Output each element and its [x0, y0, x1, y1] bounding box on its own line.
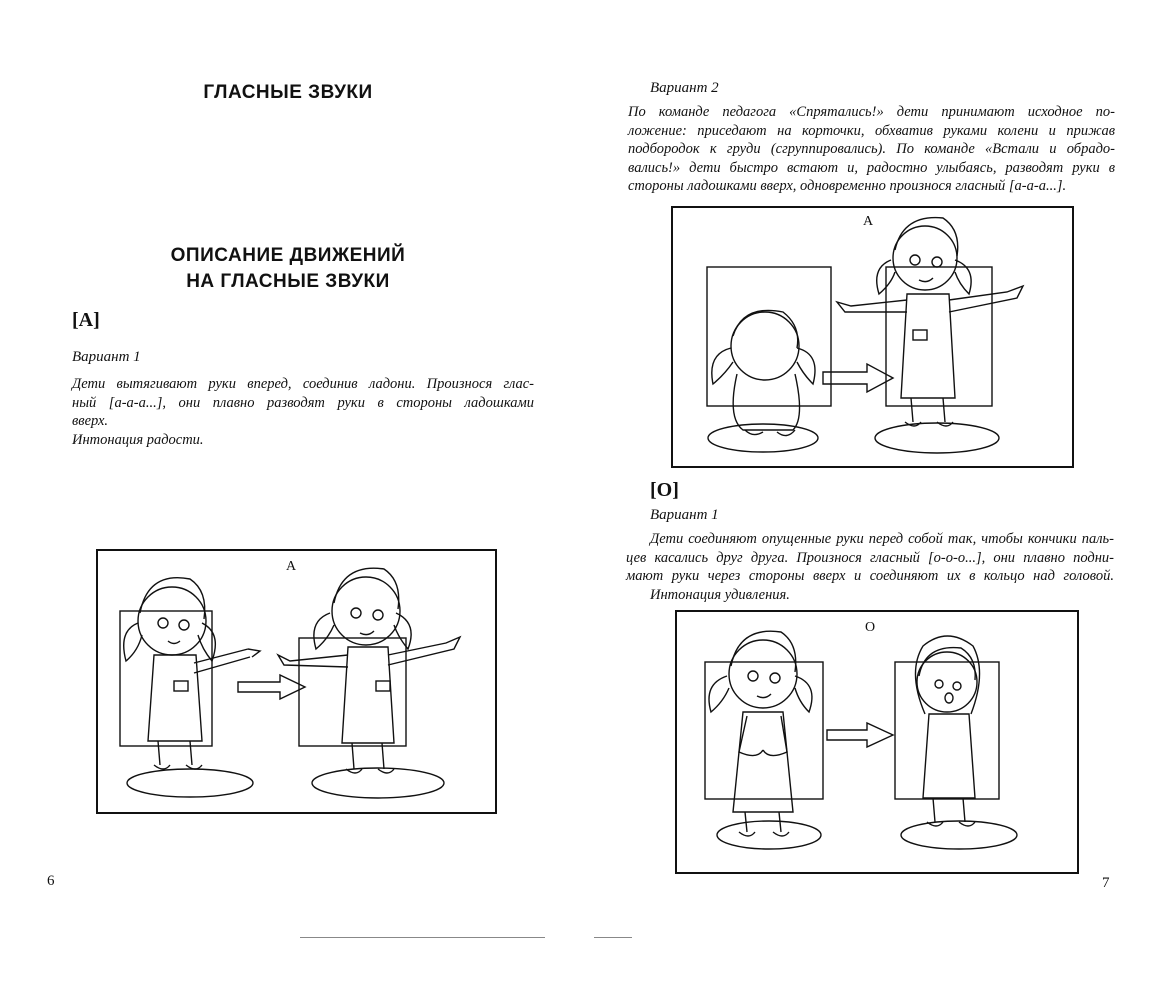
variant1-label: Вариант 1 [72, 349, 141, 365]
girl-figure [915, 636, 979, 826]
figure-letter: А [863, 214, 874, 229]
backdrop-panel [707, 267, 831, 406]
text-line: стороны ладошками вверх, одновременно произнося гласный [а-а-а...]. [628, 178, 1067, 195]
arrow-icon [827, 723, 893, 747]
page-title: ГЛАСНЫЕ ЗВУКИ [203, 82, 373, 103]
page-number: 6 [47, 873, 55, 889]
figure-letter: О [865, 620, 876, 635]
girl-figure [278, 568, 460, 773]
floor-ellipse [717, 821, 821, 849]
figure-a-variant2 [671, 206, 1074, 468]
text-line: вверх. [72, 413, 109, 430]
text-line: вались!» дети быстро встают и, радостно улыбаясь, разводят руки в [628, 159, 1115, 176]
backdrop-panel [895, 662, 999, 799]
figure-letter: А [286, 559, 297, 574]
right-page [576, 0, 1153, 1000]
girl-figure [712, 310, 815, 435]
figure-a-variant1 [96, 549, 497, 814]
text-line: ложение: приседают на корточки, обхватив руками колени и прижав [628, 122, 1115, 139]
section-title [0, 243, 576, 295]
sound-a-label: [А] [72, 309, 100, 331]
text-line: цев касались друг друга. Произнося гласный [о-о-о...], они плавно подни- [626, 549, 1114, 566]
text-line: подбородок к груди (сгруппировались). По команде «Встали и обрадо- [628, 141, 1115, 158]
floor-ellipse [875, 423, 999, 453]
text-line: мают руки через стороны вверх и соединяют их в кольцо над головой. [626, 568, 1114, 585]
scan-artifact-line [594, 937, 632, 938]
figure-illustration [673, 208, 1072, 466]
variant1-description [72, 375, 534, 449]
text-line: Интонация радости. [72, 431, 204, 448]
scan-artifact-line [300, 937, 545, 938]
figure-o-variant1 [675, 610, 1079, 874]
variant2-label: Вариант 2 [650, 80, 719, 96]
text-line: Интонация удивления. [650, 586, 790, 603]
floor-ellipse [901, 821, 1017, 849]
o-variant1-description [626, 530, 1114, 604]
sound-o-label: [О] [650, 479, 679, 501]
section-title-line2: НА ГЛАСНЫЕ ЗВУКИ [186, 271, 390, 292]
left-page [0, 0, 576, 1000]
arrow-icon [823, 364, 893, 392]
section-title-line1: ОПИСАНИЕ ДВИЖЕНИЙ [170, 245, 406, 266]
floor-ellipse [708, 424, 818, 452]
text-line: По команде педагога «Спрятались!» дети принимают исходное по- [628, 104, 1115, 120]
o-variant1-label: Вариант 1 [650, 507, 719, 523]
girl-figure [124, 578, 260, 769]
variant2-description [628, 103, 1115, 196]
text-line: Дети вытягивают руки вперед, соединив ладони. Произнося глас- [72, 376, 534, 392]
floor-ellipse [127, 769, 253, 797]
arrow-icon [238, 675, 305, 699]
girl-figure [837, 218, 1023, 426]
figure-illustration [677, 612, 1077, 872]
floor-ellipse [312, 768, 444, 798]
figure-illustration [98, 551, 495, 812]
text-line: ный [а-а-а...], они плавно разводят руки в стороны ладошками [72, 394, 534, 411]
text-line: Дети соединяют опущенные руки перед собой так, чтобы кончики паль- [650, 531, 1114, 547]
page-number: 7 [1102, 875, 1110, 891]
